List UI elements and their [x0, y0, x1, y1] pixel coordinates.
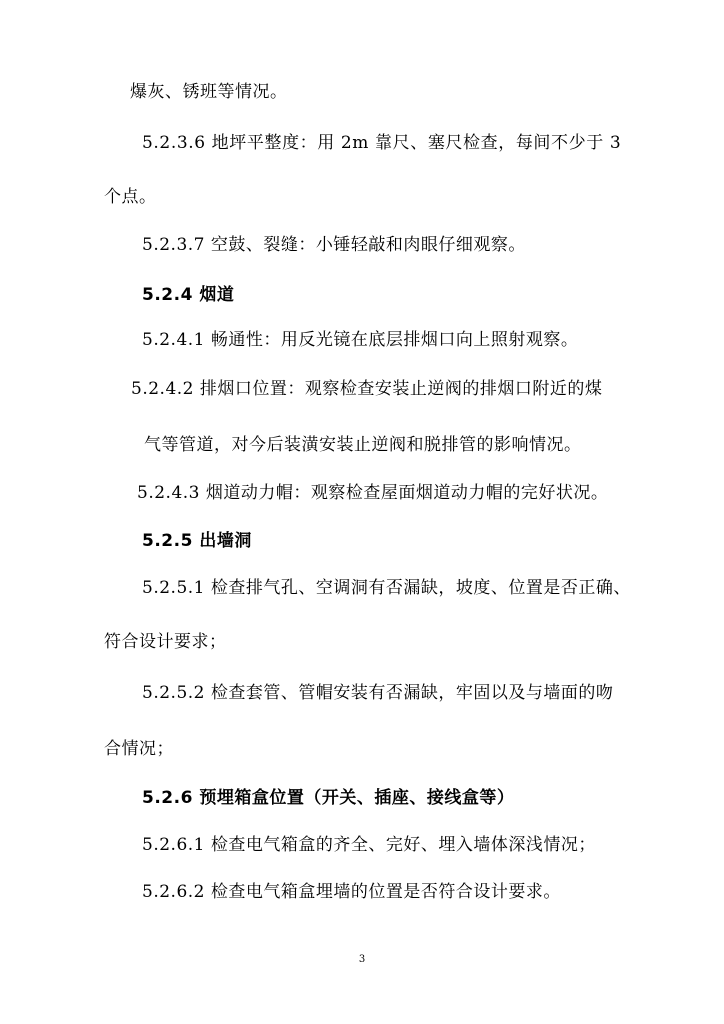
text-line: 5.2.6.2 检查电气箱盒埋墙的位置是否符合设计要求。 [142, 882, 561, 902]
text-line: 5.2.6.1 检查电气箱盒的齐全、完好、埋入墙体深浅情况； [142, 835, 596, 855]
text-line: 符合设计要求； [104, 632, 227, 652]
text-line: 合情况； [104, 739, 174, 759]
text-line: 爆灰、锈班等情况。 [130, 82, 288, 102]
section-heading: 5.2.5 出墙洞 [142, 531, 252, 551]
page-number: 3 [358, 954, 366, 965]
section-heading: 5.2.4 烟道 [142, 285, 235, 305]
text-line: 气等管道，对今后装潢安装止逆阀和脱排管的影响情况。 [144, 435, 582, 455]
text-line: 5.2.5.1 检查排气孔、空调洞有否漏缺，坡度、位置是否正确、 [142, 578, 631, 598]
text-line: 5.2.3.6 地坪平整度：用 2m 靠尺、塞尺检查，每间不少于 3 [142, 133, 622, 153]
text-line: 5.2.4.2 排烟口位置：观察检查安装止逆阀的排烟口附近的煤 [131, 379, 603, 399]
text-line: 5.2.3.7 空鼓、裂缝：小锤轻敲和肉眼仔细观察。 [142, 235, 526, 255]
text-line: 5.2.4.1 畅通性：用反光镜在底层排烟口向上照射观察。 [142, 330, 579, 350]
text-line: 5.2.4.3 烟道动力帽：观察检查屋面烟道动力帽的完好状况。 [137, 483, 609, 503]
section-heading: 5.2.6 预埋箱盒位置（开关、插座、接线盒等） [142, 788, 515, 808]
text-line: 5.2.5.2 检查套管、管帽安装有否漏缺，牢固以及与墙面的吻 [142, 683, 614, 703]
text-line: 个点。 [104, 187, 157, 207]
